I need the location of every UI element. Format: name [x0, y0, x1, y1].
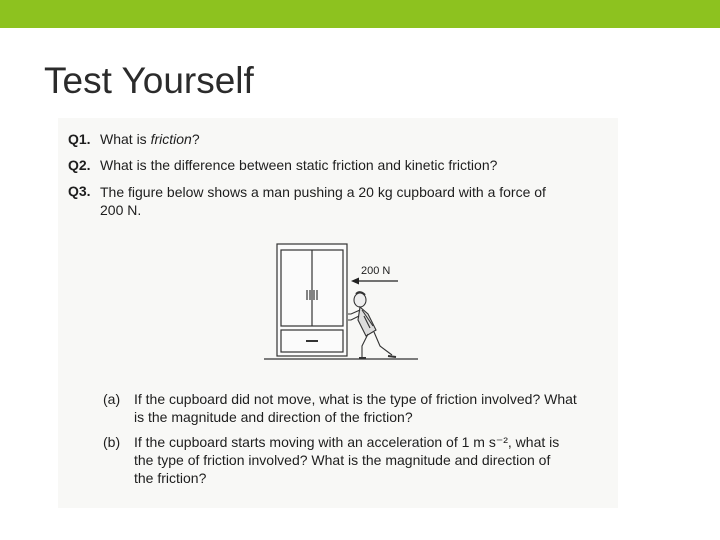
- subquestion-b-line-1: If the cupboard starts moving with an acceleration of 1 m s⁻², what is: [134, 434, 560, 450]
- question-1-text-end: ?: [191, 131, 200, 147]
- subquestion-a-line-1: If the cupboard did not move, what is the type of friction involved? What: [134, 391, 577, 407]
- subquestion-b-label: (b): [103, 434, 121, 450]
- subquestion-b-line-2: the type of friction involved? What is the magnitude and direction of: [134, 452, 551, 468]
- question-2-text: What is the difference between static friction and kinetic friction?: [100, 157, 498, 173]
- man-pushing-icon: [348, 292, 396, 358]
- question-2-number: Q2.: [68, 157, 91, 173]
- question-3-number: Q3.: [68, 183, 91, 199]
- question-1-text: [100, 131, 200, 147]
- question-1-number: Q1.: [68, 131, 91, 147]
- question-3-line-1: The figure below shows a man pushing a 20 kg cupboard with a force of: [100, 184, 546, 200]
- subquestion-b-line-3: the friction?: [134, 470, 207, 486]
- question-3-text: [100, 183, 546, 219]
- slide-title: Test Yourself: [44, 60, 254, 101]
- question-3-line-2: 200 N.: [100, 202, 142, 218]
- cupboard-push-figure: [262, 240, 422, 364]
- subquestion-a-line-2: is the magnitude and direction of the friction?: [134, 409, 413, 425]
- question-1-text-start: What is: [100, 131, 151, 147]
- subquestion-a-text: [134, 390, 577, 426]
- subquestion-a-label: (a): [103, 391, 121, 407]
- top-accent-bar: [0, 0, 720, 28]
- cupboard-icon: [277, 244, 347, 356]
- question-1-term: friction: [150, 131, 192, 147]
- force-label: 200 N: [361, 265, 391, 277]
- subquestion-b-text: [134, 433, 559, 487]
- force-arrow-icon: [351, 278, 398, 285]
